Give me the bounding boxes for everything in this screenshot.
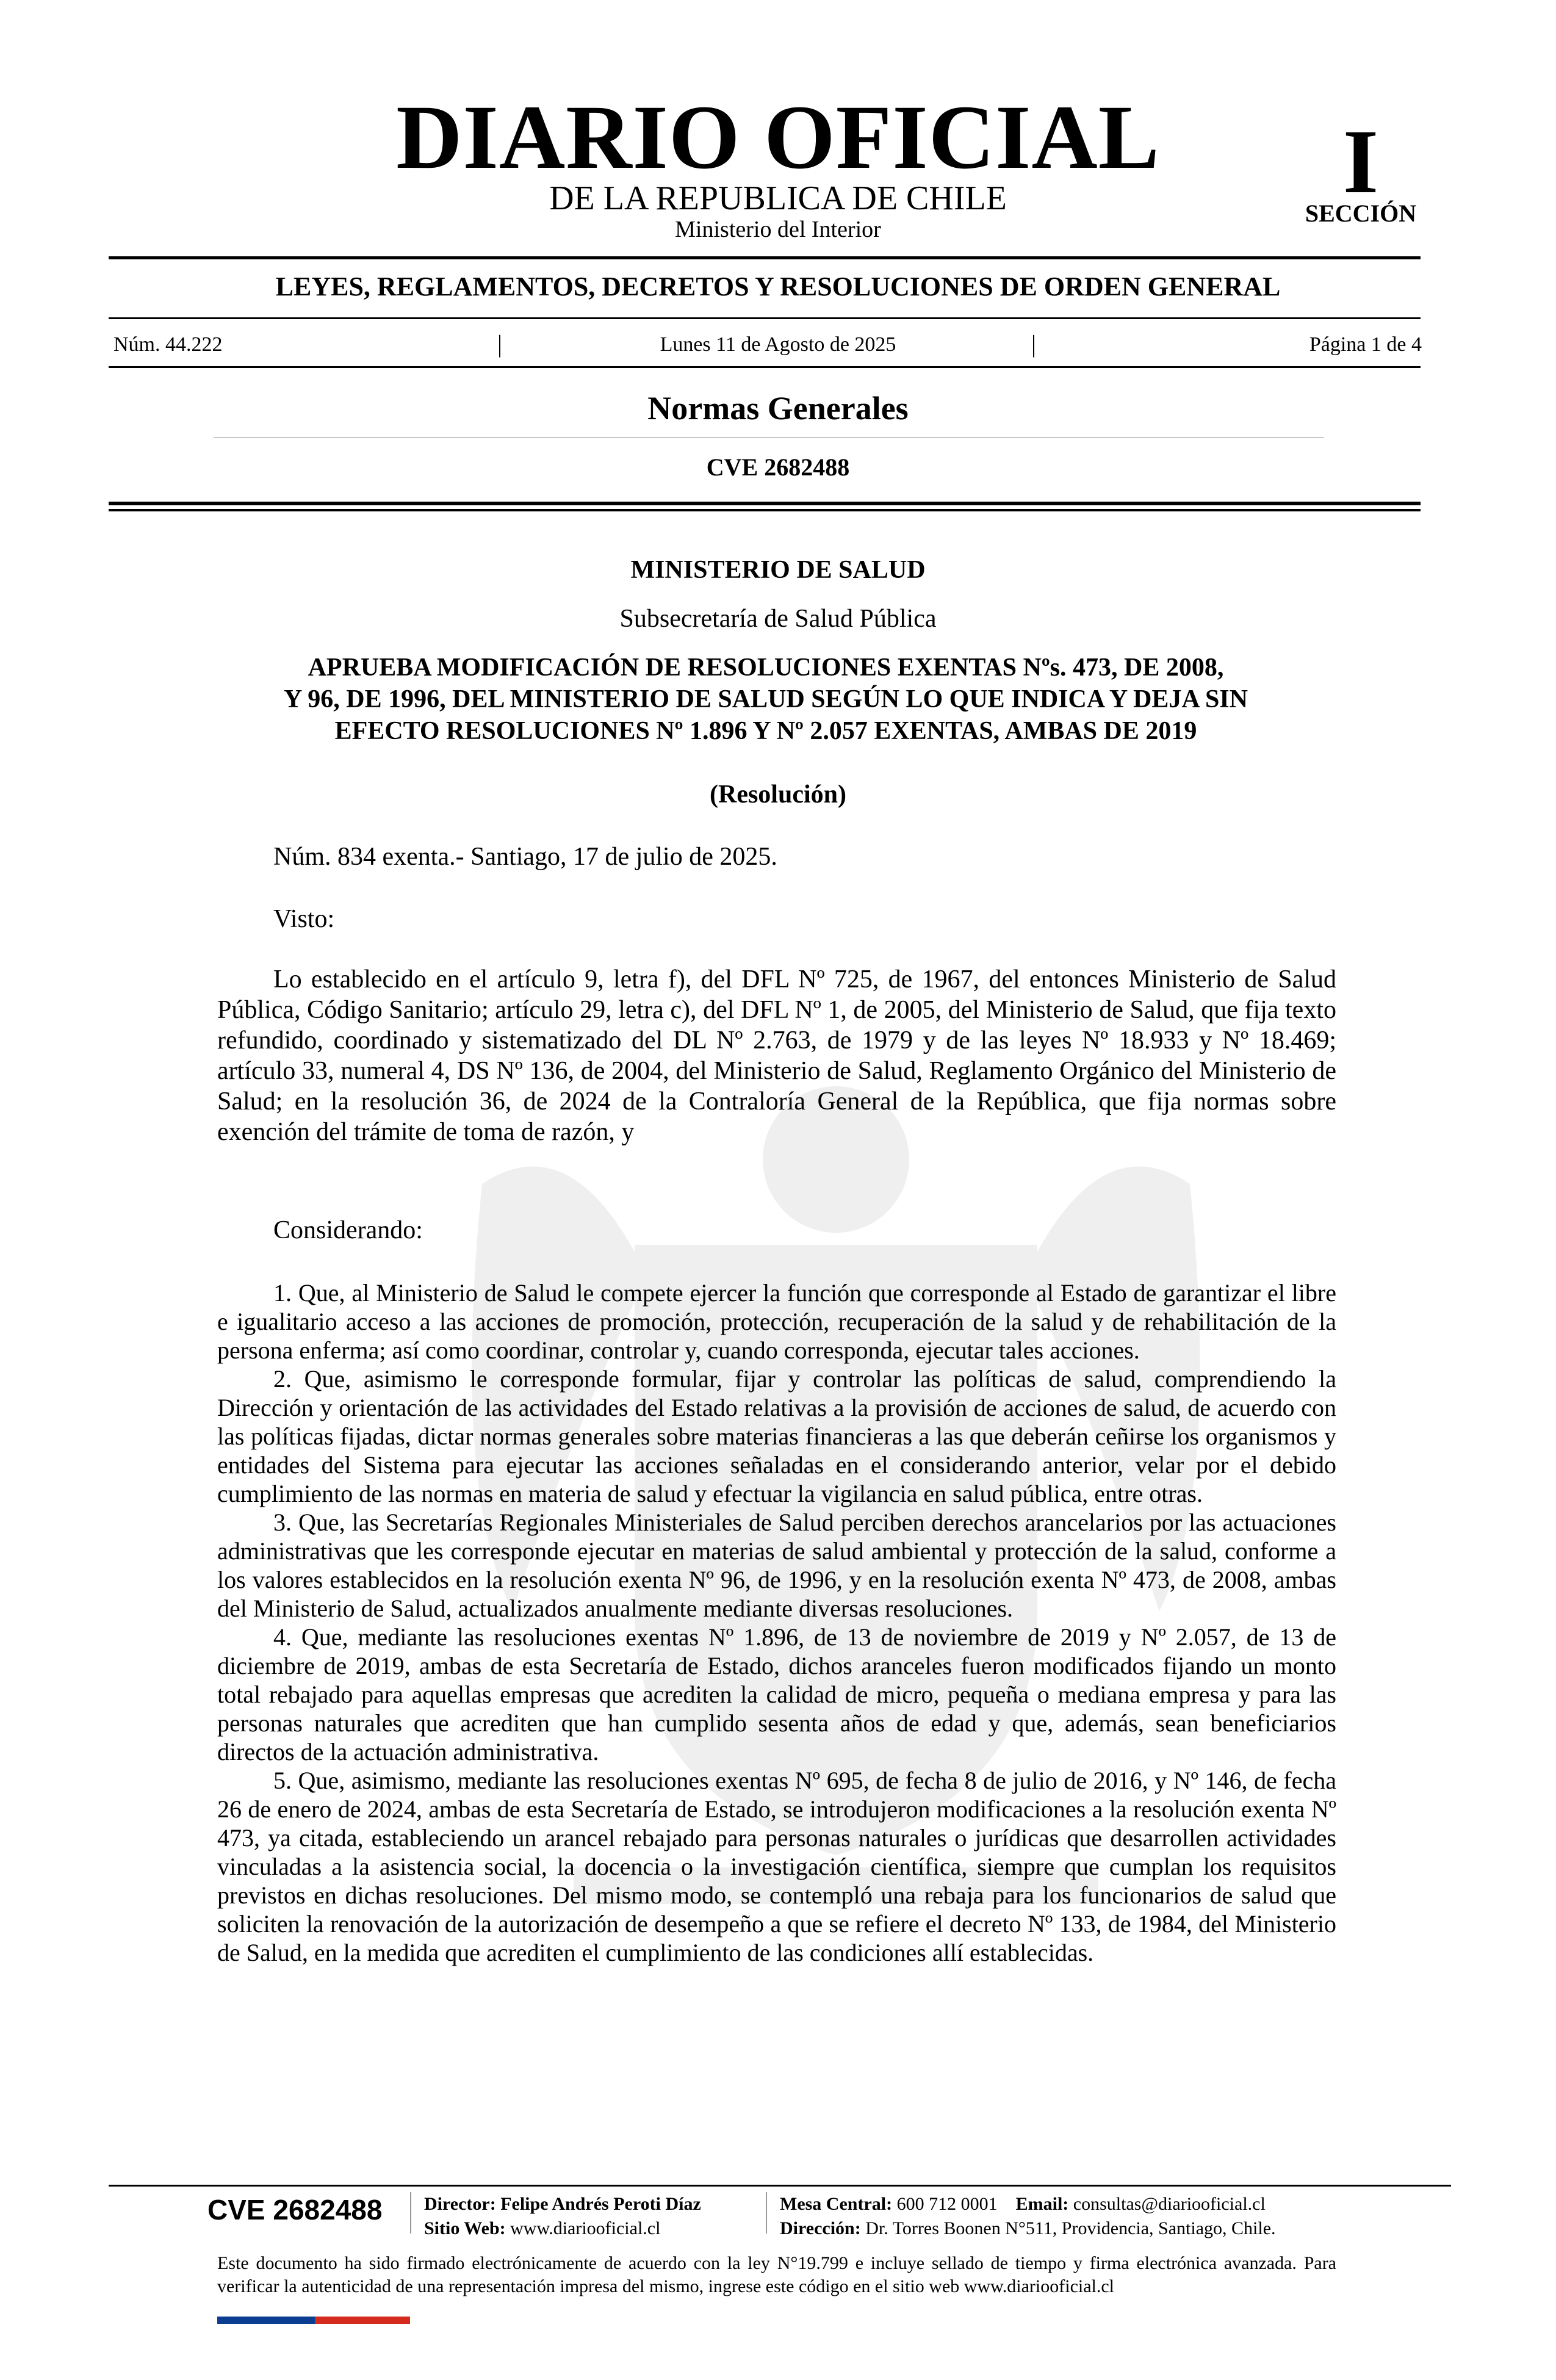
header-rule-thick-1 [109, 502, 1421, 505]
section-number: I [1342, 111, 1379, 212]
address-label: Dirección: [780, 2218, 861, 2238]
resolution-number-line: Núm. 834 exenta.- Santiago, 17 de julio de 2025. [273, 843, 777, 871]
footer-rule [109, 2185, 1451, 2187]
considerando-item: 3. Que, las Secretarías Regionales Ministeriales de Salud perciben derechos arancelarios por las actuaciones administrativas que les corresponde ejecutar en materias de salud ambiental y protección de la salud, conforme a los valores establecidos en la resolución exenta Nº 96, de 1996, y en la resolución exenta Nº 473, de 2008, ambas del Ministerio de Salud, actualizados anualmente mediante diversas resoluciones. [217, 1509, 1336, 1622]
footer-contact-block [780, 2192, 1276, 2241]
footer-cve-code: CVE 2682488 [207, 2194, 383, 2226]
considerando-item: 5. Que, asimismo, mediante las resoluciones exentas Nº 695, de fecha 8 de julio de 2016, y Nº 146, de fecha 26 de enero de 2024, ambas de esta Secretaría de Estado, se introdujeron modificaciones a la resolución exenta Nº 473, ya citada, estableciendo un arancel rebajado para personas naturales o jurídicas que desarrollen actividades vinculadas a la asistencia social, la docencia o la investigación científica, siempre que cumplan los requisitos previstos en dichas resoluciones. Del mismo modo, se contempló una rebaja para los funcionarios de salud que soliciten la renovación de la autorización de desempeño a que se refiere el decreto Nº 133, de 1984, del Ministerio de Salud, en la medida que acrediten el cumplimiento de las condiciones allí establecidas. [217, 1767, 1336, 1966]
email-label: Email: [1015, 2194, 1069, 2214]
considerando-item: 4. Que, mediante las resoluciones exentas Nº 1.896, de 13 de noviembre de 2019 y Nº 2.057, de 13 de diciembre de 2019, ambas de esta Secretaría de Estado, dichos aranceles fueron modificados fijando un monto total rebajado para aquellas empresas que acrediten la calidad de micro, pequeña o mediana empresa y para las personas naturales que acrediten que han cumplido sesenta años de edad y que, además, sean beneficiarios directos de la actuación administrativa. [217, 1623, 1336, 1765]
document-ministry: MINISTERIO DE SALUD [630, 556, 926, 584]
document-type: (Resolución) [710, 781, 846, 809]
document-title-line: Y 96, DE 1996, DEL MINISTERIO DE SALUD SEGÚN LO QUE INDICA Y DEJA SIN [284, 685, 1248, 713]
header-rule-thick-2 [109, 509, 1421, 511]
considerando-label: Considerando: [273, 1216, 423, 1244]
phone-number: 600 712 0001 [896, 2194, 998, 2214]
newspaper-title: DIARIO OFICIAL [396, 87, 1160, 188]
considerandos-list [217, 1278, 1336, 1967]
web-link[interactable]: www.diariooficial.cl [510, 2218, 661, 2238]
banner-rule [109, 317, 1421, 319]
director-label: Director: [424, 2194, 496, 2214]
issue-separator-left: | [497, 330, 503, 358]
document-title-line: APRUEBA MODIFICACIÓN DE RESOLUCIONES EXENTAS Nºs. 473, DE 2008, [308, 654, 1224, 682]
document-title [183, 652, 1349, 747]
address-text: Dr. Torres Boonen N°511, Providencia, Santiago, Chile. [865, 2218, 1276, 2238]
issue-date: Lunes 11 de Agosto de 2025 [660, 333, 896, 356]
document-subsecretaria: Subsecretaría de Salud Pública [619, 605, 937, 633]
footer-legal-notice: Este documento ha sido firmado electrónicamente de acuerdo con la ley N°19.799 e incluye sellado de tiempo y firma electrónica avanzada. Para verificar la autenticidad de una representación impresa del mismo, ingrese este código en el sitio web www.diariooficial.cl [217, 2253, 1336, 2296]
cve-code: CVE 2682488 [706, 453, 850, 481]
web-label: Sitio Web: [424, 2218, 506, 2238]
newspaper-subtitle: DE LA REPUBLICA DE CHILE [549, 179, 1007, 217]
flag-stripe-red [315, 2317, 410, 2324]
banner-heading: LEYES, REGLAMENTOS, DECRETOS Y RESOLUCIONES DE ORDEN GENERAL [275, 272, 1281, 301]
director-name: Felipe Andrés Peroti Díaz [500, 2194, 701, 2214]
flag-stripe-blue [217, 2317, 315, 2324]
footer-director-block [424, 2192, 701, 2241]
email-link[interactable]: consultas@diariooficial.cl [1073, 2194, 1266, 2214]
issue-page: Página 1 de 4 [1309, 333, 1422, 356]
visto-label: Visto: [273, 905, 335, 933]
category-heading: Normas Generales [647, 390, 909, 427]
issue-separator-right: | [1031, 330, 1037, 358]
document-title-line: EFECTO RESOLUCIONES Nº 1.896 Y Nº 2.057 EXENTAS, AMBAS DE 2019 [334, 717, 1197, 745]
footer-separator [410, 2192, 411, 2234]
section-label: SECCIÓN [1305, 200, 1417, 227]
phone-label: Mesa Central: [780, 2194, 893, 2214]
considerando-item: 1. Que, al Ministerio de Salud le compete ejercer la función que corresponde al Estado de garantizar el libre e igualitario acceso a las acciones de promoción, protección, recuperación de la salud y de rehabilitación de la persona enferma; así como coordinar, controlar y, cuando corresponda, ejecutar tales acciones. [217, 1279, 1336, 1364]
issue-number: Núm. 44.222 [113, 333, 223, 356]
category-rule [214, 437, 1324, 438]
newspaper-ministry: Ministerio del Interior [675, 217, 881, 242]
masthead-rule-top [109, 256, 1421, 259]
issue-rule [109, 366, 1421, 368]
considerando-item: 2. Que, asimismo le corresponde formular, fijar y controlar las políticas de salud, comprendiendo la Dirección y orientación de las actividades del Estado relativas a la provisión de acciones de salud, de acuerdo con las políticas fijadas, dictar normas generales sobre materias financieras a las que deberán ceñirse los organismos y entidades del Sistema para ejecutar las acciones señaladas en el considerando anterior, velar por el debido cumplimiento de las normas en materia de salud y efectuar la vigilancia en salud pública, entre otras. [217, 1365, 1336, 1507]
footer-separator [766, 2192, 767, 2234]
visto-text: Lo establecido en el artículo 9, letra f), del DFL Nº 725, de 1967, del entonces Ministerio de Salud Pública, Código Sanitario; artículo 29, letra c), del DFL Nº 1, de 2005, del Ministerio de Salud, que fija texto refundido, coordinado y sistematizado del DL Nº 2.763, de 1979 y de las leyes Nº 18.933 y Nº 18.469; artículo 33, numeral 4, DS Nº 136, de 2004, del Ministerio de Salud, Reglamento Orgánico del Ministerio de Salud; en la resolución 36, de 2024 de la Contraloría General de la República, que fija normas sobre exención del trámite de toma de razón, y [217, 965, 1336, 1146]
